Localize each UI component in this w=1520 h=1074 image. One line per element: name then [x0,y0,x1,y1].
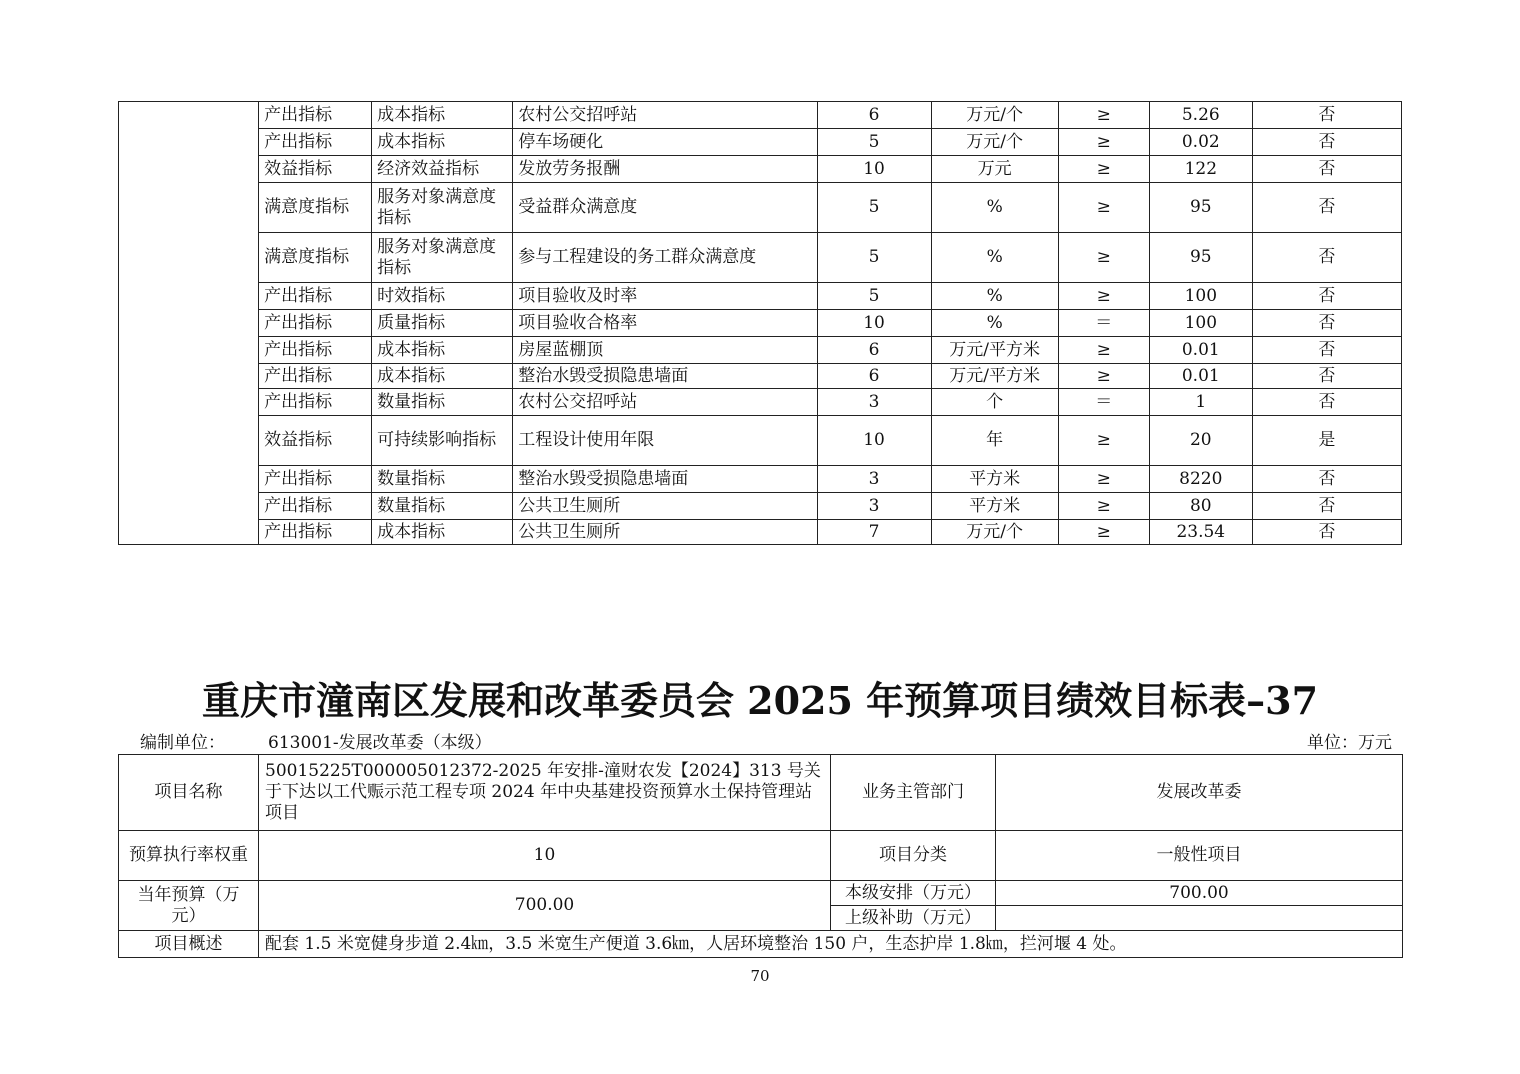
level2-cell: 成本指标 [372,129,513,156]
table-row [119,493,1402,520]
unit-cell: 万元 [931,156,1058,183]
table-row [119,337,1402,364]
core-indicator-cell: 是 [1252,416,1401,466]
operator-cell: ≥ [1058,233,1149,283]
level2-cell: 成本指标 [372,102,513,129]
level2-cell: 成本指标 [372,364,513,389]
dept-value: 发展改革委 [996,755,1403,831]
operator-cell: ＝ [1058,389,1149,416]
weight-cell: 5 [817,183,931,233]
level1-cell: 效益指标 [259,156,372,183]
category-value: 一般性项目 [996,831,1403,881]
table-row [119,466,1402,493]
compiling-unit-value: 613001-发展改革委（本级） [268,733,492,753]
level2-cell: 数量指标 [372,466,513,493]
overview-label: 项目概述 [119,931,259,958]
weight-cell: 5 [817,129,931,156]
table-row [119,183,1402,233]
weight-cell: 6 [817,337,931,364]
indicator-cell: 农村公交招呼站 [513,389,817,416]
project-info-table [118,754,1403,958]
table-row [119,831,1403,881]
core-indicator-cell: 否 [1252,364,1401,389]
indicator-cell: 项目验收及时率 [513,283,817,310]
level1-cell: 产出指标 [259,466,372,493]
unit-cell: 万元/平方米 [931,337,1058,364]
unit-cell: % [931,310,1058,337]
level2-cell: 成本指标 [372,520,513,545]
target-cell: 8220 [1149,466,1252,493]
operator-cell: ≥ [1058,466,1149,493]
operator-cell: ＝ [1058,310,1149,337]
core-indicator-cell: 否 [1252,520,1401,545]
performance-indicator-rows [119,102,1402,545]
indicator-cell: 项目验收合格率 [513,310,817,337]
operator-cell: ≥ [1058,156,1149,183]
indicator-cell: 农村公交招呼站 [513,102,817,129]
level2-cell: 质量指标 [372,310,513,337]
level1-cell: 产出指标 [259,364,372,389]
level1-cell: 产出指标 [259,520,372,545]
weight-cell: 5 [817,233,931,283]
level2-cell: 可持续影响指标 [372,416,513,466]
project-name-label: 项目名称 [119,755,259,831]
level1-cell: 产出指标 [259,337,372,364]
unit-cell: 万元/个 [931,520,1058,545]
core-indicator-cell: 否 [1252,389,1401,416]
level1-cell: 效益指标 [259,416,372,466]
weight-cell: 5 [817,283,931,310]
operator-cell: ≥ [1058,102,1149,129]
indicator-cell: 停车场硬化 [513,129,817,156]
level2-cell: 服务对象满意度指标 [372,183,513,233]
table-row [119,755,1403,831]
indicator-cell: 参与工程建设的务工群众满意度 [513,233,817,283]
indicator-cell: 公共卫生厕所 [513,520,817,545]
table-row [119,416,1402,466]
weight-cell: 10 [817,156,931,183]
table-row [119,931,1403,958]
core-indicator-cell: 否 [1252,129,1401,156]
target-cell: 0.01 [1149,337,1252,364]
operator-cell: ≥ [1058,364,1149,389]
core-indicator-cell: 否 [1252,466,1401,493]
exec-weight-label: 预算执行率权重 [119,831,259,881]
table-row [119,283,1402,310]
upper-label: 上级补助（万元） [831,906,996,931]
weight-cell: 3 [817,389,931,416]
indicator-cell: 公共卫生厕所 [513,493,817,520]
weight-cell: 6 [817,364,931,389]
weight-cell: 6 [817,102,931,129]
table-row [119,310,1402,337]
core-indicator-cell: 否 [1252,337,1401,364]
indicator-cell: 受益群众满意度 [513,183,817,233]
operator-cell: ≥ [1058,337,1149,364]
unit-cell: 平方米 [931,493,1058,520]
table-row [119,520,1402,545]
unit-cell: 万元/个 [931,129,1058,156]
weight-cell: 3 [817,466,931,493]
table-row [119,102,1402,129]
weight-cell: 7 [817,520,931,545]
unit-cell: 个 [931,389,1058,416]
level1-cell: 产出指标 [259,129,372,156]
unit-cell: 年 [931,416,1058,466]
unit-cell: % [931,183,1058,233]
target-cell: 20 [1149,416,1252,466]
level2-cell: 成本指标 [372,337,513,364]
core-indicator-cell: 否 [1252,102,1401,129]
local-value: 700.00 [996,881,1403,906]
page-title: 重庆市潼南区发展和改革委员会 2025 年预算项目绩效目标表–37 [201,678,1319,723]
level1-cell: 产出指标 [259,102,372,129]
core-indicator-cell: 否 [1252,283,1401,310]
table-row [119,364,1402,389]
core-indicator-cell: 否 [1252,310,1401,337]
unit-cell: 万元/平方米 [931,364,1058,389]
operator-cell: ≥ [1058,283,1149,310]
level2-cell: 经济效益指标 [372,156,513,183]
target-cell: 23.54 [1149,520,1252,545]
upper-value [996,906,1403,931]
budget-value: 700.00 [259,881,831,931]
target-cell: 0.01 [1149,364,1252,389]
weight-cell: 3 [817,493,931,520]
level1-cell: 满意度指标 [259,233,372,283]
exec-weight-value: 10 [259,831,831,881]
weight-cell: 10 [817,416,931,466]
compiling-unit-label: 编制单位： [140,733,225,753]
unit-cell: 万元/个 [931,102,1058,129]
level2-cell: 数量指标 [372,493,513,520]
budget-label: 当年预算（万元） [119,881,259,931]
target-cell: 122 [1149,156,1252,183]
target-cell: 95 [1149,183,1252,233]
level1-cell: 产出指标 [259,389,372,416]
project-name-value: 50015225T000005012372-2025 年安排-潼财农发【2024】313 号关于下达以工代赈示范工程专项 2024 年中央基建投资预算水土保持管理站项目 [259,755,831,831]
category-label: 项目分类 [831,831,996,881]
core-indicator-cell: 否 [1252,493,1401,520]
table-row [119,233,1402,283]
target-cell: 0.02 [1149,129,1252,156]
level1-cell: 满意度指标 [259,183,372,233]
core-indicator-cell: 否 [1252,156,1401,183]
unit-cell: % [931,283,1058,310]
operator-cell: ≥ [1058,493,1149,520]
blank-leading-cell [119,102,259,545]
table-row [119,881,1403,906]
table-row [119,389,1402,416]
unit-cell: 平方米 [931,466,1058,493]
operator-cell: ≥ [1058,129,1149,156]
level1-cell: 产出指标 [259,493,372,520]
target-cell: 100 [1149,283,1252,310]
indicator-cell: 发放劳务报酬 [513,156,817,183]
indicator-cell: 整治水毁受损隐患墙面 [513,466,817,493]
page-number: 70 [750,967,770,985]
table-row [119,129,1402,156]
level1-cell: 产出指标 [259,310,372,337]
level1-cell: 产出指标 [259,283,372,310]
table-row [119,156,1402,183]
core-indicator-cell: 否 [1252,233,1401,283]
target-cell: 5.26 [1149,102,1252,129]
level2-cell: 服务对象满意度指标 [372,233,513,283]
level2-cell: 数量指标 [372,389,513,416]
performance-indicator-table [118,101,1402,545]
unit-cell: % [931,233,1058,283]
indicator-cell: 房屋蓝棚顶 [513,337,817,364]
indicator-cell: 整治水毁受损隐患墙面 [513,364,817,389]
operator-cell: ≥ [1058,416,1149,466]
target-cell: 95 [1149,233,1252,283]
level2-cell: 时效指标 [372,283,513,310]
local-label: 本级安排（万元） [831,881,996,906]
target-cell: 100 [1149,310,1252,337]
overview-value: 配套 1.5 米宽健身步道 2.4㎞，3.5 米宽生产便道 3.6㎞，人居环境整治 150 户，生态护岸 1.8㎞，拦河堰 4 处。 [259,931,1403,958]
weight-cell: 10 [817,310,931,337]
operator-cell: ≥ [1058,183,1149,233]
dept-label: 业务主管部门 [831,755,996,831]
target-cell: 80 [1149,493,1252,520]
operator-cell: ≥ [1058,520,1149,545]
currency-unit: 单位：万元 [1307,733,1392,753]
target-cell: 1 [1149,389,1252,416]
indicator-cell: 工程设计使用年限 [513,416,817,466]
core-indicator-cell: 否 [1252,183,1401,233]
